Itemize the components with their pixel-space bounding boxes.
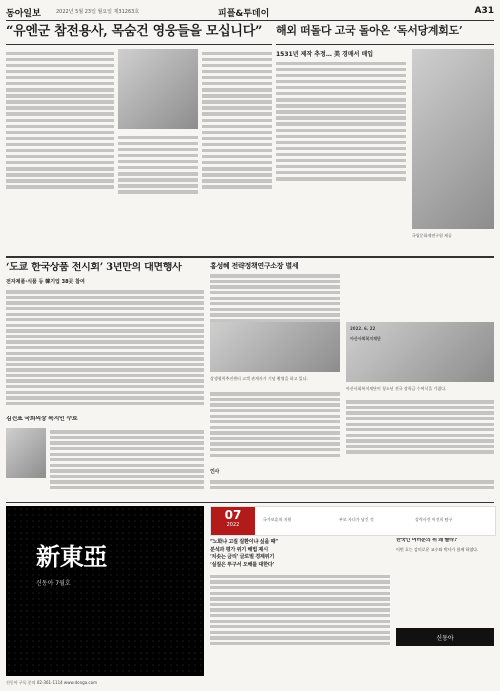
ad-right-body: 이번 호는 감미로운 교수와 박사가 함께 하였다.	[396, 546, 479, 552]
right-body	[276, 59, 406, 183]
ad-bar	[210, 506, 496, 536]
page-number: A31	[474, 6, 494, 16]
column-headline: 김진표 국회의장 복지인 수료	[6, 416, 78, 422]
column-photo	[6, 428, 46, 478]
book-ad-subtitle: 신동아 7월호	[36, 580, 71, 587]
ad-divider	[6, 502, 494, 503]
ad-issue-year: 2022	[226, 522, 240, 528]
middle-left-subhead: 전자제품·식품 등 韓기업 38곳 참여	[6, 279, 85, 285]
photo-date-label: 2022. 6. 22	[350, 326, 376, 331]
ad-right-title: 한국인 여러분의 위 왜 빨라?	[396, 538, 457, 543]
middle-left-headline: ‘도쿄 한국상품 전시회’ 3년만의 대면행사	[6, 262, 182, 273]
section-title: 피플&투데이	[218, 9, 270, 19]
middle-right-headline: 홍성혜 전략정책연구소장 별세	[210, 262, 299, 270]
ad-right-badge: 신동아	[396, 628, 494, 646]
middle-right-story	[210, 262, 494, 500]
ad-bar-item-1: 국가보훈처 지원	[263, 517, 292, 522]
ad-text-body	[210, 575, 390, 645]
main-body-col-3	[202, 49, 272, 191]
lower-body-left	[210, 390, 340, 459]
main-body-col-2	[118, 133, 198, 196]
ad-headline-1: “노화냐 고질 질환이냐 싶을 때”	[210, 539, 278, 545]
ad-text	[210, 538, 390, 668]
lower-body-right	[346, 398, 494, 456]
right-headline: 해외 떠돌다 고국 돌아온 ‘독서당계회도’	[276, 24, 463, 37]
middle-left-body	[6, 288, 204, 407]
portrait-photo	[118, 49, 198, 129]
painting-photo	[412, 49, 494, 229]
main-headline: “유엔군 참전용사, 목숨건 영웅들을 모십니다”	[6, 24, 263, 39]
book-ad-title: 新東亞	[36, 542, 108, 571]
photo-org-label: 아산사회복지재단	[350, 336, 381, 341]
newspaper-name: 동아일보	[6, 9, 41, 19]
event-photo-left	[210, 322, 340, 372]
right-caption: 아산사회복지재단이 청소년 전국 장학금 수여식을 가졌다.	[346, 386, 447, 391]
people-title: 인사	[210, 469, 220, 475]
column-story	[6, 416, 204, 496]
footer: 신동아 구독 문의 02-361-1114 www.donga.com	[6, 680, 97, 685]
main-story	[6, 23, 272, 253]
ad-issue-number: 07	[224, 508, 242, 522]
people-list	[210, 478, 494, 491]
section-divider	[6, 256, 494, 258]
event-photo-right	[346, 322, 494, 382]
ad-headline-2: 분석과 평가 위기 해법 제시	[210, 546, 268, 553]
people-column	[210, 470, 494, 500]
main-body-col-1	[6, 49, 114, 191]
middle-left-story	[6, 262, 204, 412]
ad-bar-item-2: 부모 자녀가 남긴 것	[339, 517, 374, 522]
issue-date: 2022년 5월 23일 월요일 제31263호	[56, 9, 140, 15]
page-header	[6, 6, 494, 21]
book-ad	[6, 506, 204, 676]
ad-headline-3: ‘치솟는 금리’ 글로벌 경제위기	[210, 554, 275, 561]
ad-right	[396, 538, 494, 668]
ad-bar-item-3: 강력사건 이건희 탐구	[415, 517, 453, 522]
column-body	[50, 428, 204, 492]
right-photo-caption: 국립문화재연구원 제공	[412, 233, 452, 238]
ad-issue-badge	[211, 507, 255, 535]
right-subhead: 1531년 제작 추정… 美 경매서 매입	[276, 51, 374, 58]
right-story	[276, 23, 494, 253]
ad-headline-4: ‘실질은 투구서 오해를 대한다’	[210, 562, 275, 569]
left-caption: 상생협력추진센터 고객 관계자가 기념 촬영을 하고 있다.	[210, 376, 308, 381]
